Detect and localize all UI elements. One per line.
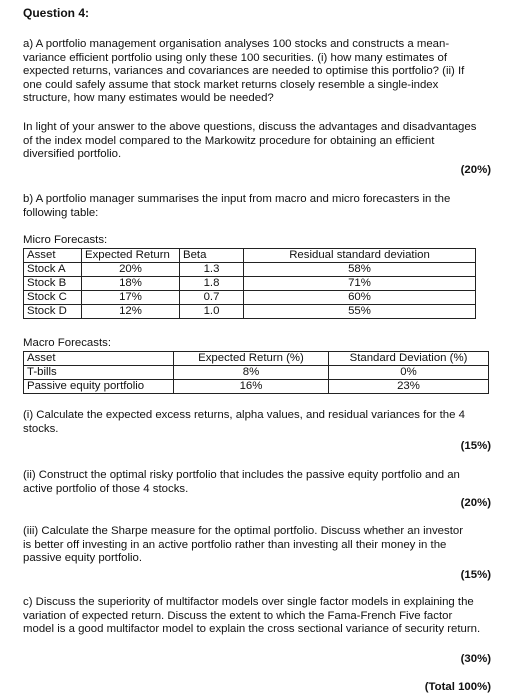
table-cell: 0.7 (180, 291, 244, 305)
table-header: Residual standard deviation (244, 249, 476, 263)
part-b-i-marks: (15%) (460, 440, 491, 452)
table-row (24, 305, 476, 319)
table-row (24, 366, 489, 380)
table-header: Asset (24, 249, 82, 263)
table-header: Expected Return (%) (174, 352, 329, 366)
part-c-marks: (30%) (460, 653, 491, 665)
table-header: Asset (24, 352, 174, 366)
macro-forecasts-table (23, 351, 489, 394)
table-cell: 18% (82, 277, 180, 291)
table-row (24, 291, 476, 305)
total-marks: (Total 100%) (424, 681, 491, 693)
part-a-marks: (20%) (460, 164, 491, 176)
table-cell: 0% (329, 366, 489, 380)
table-cell: Stock C (24, 291, 82, 305)
table-cell: 20% (82, 263, 180, 277)
table-header: Standard Deviation (%) (329, 352, 489, 366)
table-cell: 23% (329, 380, 489, 394)
part-b-question-i: (i) Calculate the expected excess returns, alpha values, and residual variances for the 4 stocks. (23, 409, 465, 435)
table-cell: 8% (174, 366, 329, 380)
table-row (24, 277, 476, 291)
micro-forecasts-table (23, 248, 476, 319)
part-a-question: a) A portfolio management organisation analyses 100 stocks and constructs a mean-variance efficient portfolio using only these 100 securities. (i) how many estimates of expected returns, variances and covariances are needed to optimise this portfolio? (ii) If one could safely assume that stock market returns closely resemble a single-index structure, how many estimates would be needed? (23, 38, 465, 105)
table-header: Beta (180, 249, 244, 263)
table-cell: 55% (244, 305, 476, 319)
part-b-iii-marks: (15%) (460, 569, 491, 581)
table-cell: 58% (244, 263, 476, 277)
table-cell: 60% (244, 291, 476, 305)
table-cell: 17% (82, 291, 180, 305)
part-c-question: c) Discuss the superiority of multifactor models over single factor models in explaining the variation of expected return. Discuss the extent to which the Fama-French Five factor model is a good multifactor model to explain the cross sectional variance of security return. (23, 596, 481, 636)
part-a-discussion: In light of your answer to the above questions, discuss the advantages and disadvantages of the index model compared to the Markowitz procedure for obtaining an efficient diversified portfolio. (23, 121, 477, 161)
table-row (24, 263, 476, 277)
table-header-row (24, 352, 489, 366)
table-cell: 1.3 (180, 263, 244, 277)
table-cell: 16% (174, 380, 329, 394)
table-cell: Stock A (24, 263, 82, 277)
micro-forecasts-caption: Micro Forecasts: (23, 234, 108, 246)
table-cell: 1.8 (180, 277, 244, 291)
table-cell: 1.0 (180, 305, 244, 319)
table-cell: Stock D (24, 305, 82, 319)
table-cell: Stock B (24, 277, 82, 291)
part-b-question-iii: (iii) Calculate the Sharpe measure for the optimal portfolio. Discuss whether an investor is better off investing in an active portfolio rather than investing all their money in the passive equity portfolio. (23, 525, 464, 565)
table-cell: T-bills (24, 366, 174, 380)
part-b-question-ii: (ii) Construct the optimal risky portfolio that includes the passive equity portfolio and an active portfolio of those 4 stocks. (23, 469, 460, 495)
table-cell: 71% (244, 277, 476, 291)
table-row (24, 380, 489, 394)
part-b-intro: b) A portfolio manager summarises the input from macro and micro forecasters in the following table: (23, 193, 451, 219)
table-header-row (24, 249, 476, 263)
macro-forecasts-caption: Macro Forecasts: (23, 337, 111, 349)
question-title: Question 4: (23, 6, 90, 20)
table-cell: Passive equity portfolio (24, 380, 174, 394)
table-header: Expected Return (82, 249, 180, 263)
table-cell: 12% (82, 305, 180, 319)
part-b-ii-marks: (20%) (460, 497, 491, 509)
